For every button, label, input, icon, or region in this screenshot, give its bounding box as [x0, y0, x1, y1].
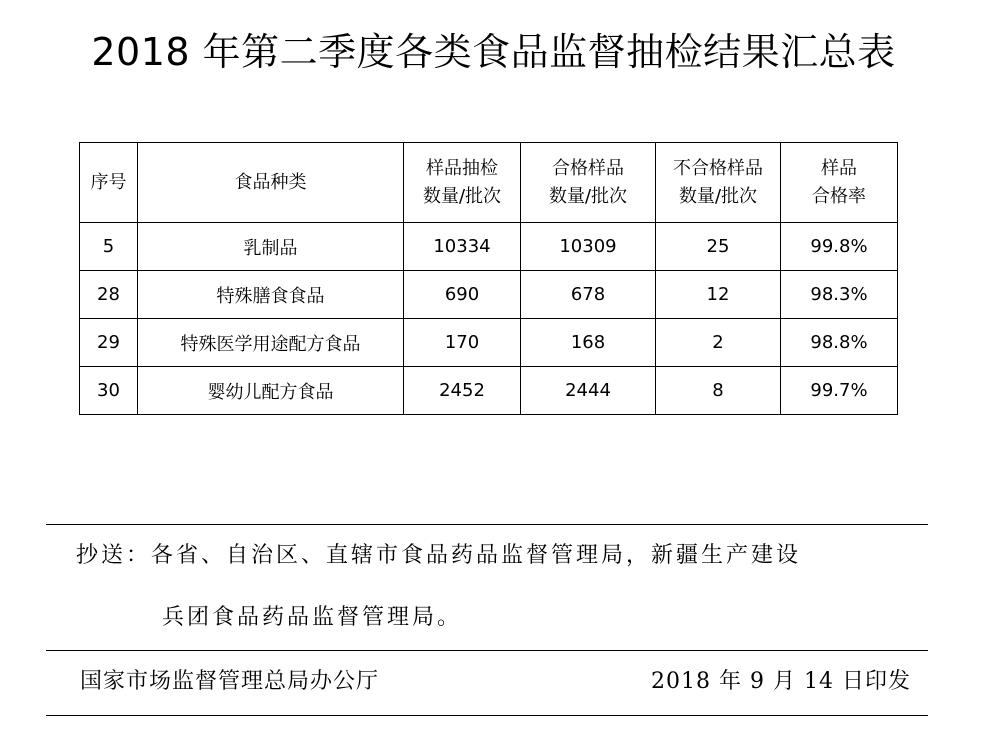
cell-passed-count: 168 [521, 319, 656, 367]
table-row [80, 223, 898, 271]
cell-passed-count: 2444 [521, 367, 656, 415]
cell-sampled-count: 2452 [404, 367, 521, 415]
cell-pass-rate: 98.8% [781, 319, 898, 367]
footer-bottom-rule [46, 715, 928, 716]
table-row [80, 271, 898, 319]
cell-serial-number: 5 [80, 223, 138, 271]
cell-failed-count: 12 [656, 271, 781, 319]
cc-recipients-line-1: 抄送：各省、自治区、直辖市食品药品监督管理局，新疆生产建设 [76, 543, 802, 568]
cell-food-category: 婴幼儿配方食品 [138, 367, 404, 415]
header-pass-rate: 样品 合格率 [781, 143, 898, 223]
cell-serial-number: 29 [80, 319, 138, 367]
table-row [80, 319, 898, 367]
issuing-office: 国家市场监督管理总局办公厅 [80, 669, 380, 694]
issue-date: 2018 年 9 月 14 日印发 [651, 669, 911, 694]
cell-serial-number: 30 [80, 367, 138, 415]
cell-failed-count: 8 [656, 367, 781, 415]
header-sampled-count: 样品抽检 数量/批次 [404, 143, 521, 223]
document-title: 2018 年第二季度各类食品监督抽检结果汇总表 [91, 30, 896, 74]
header-food-category: 食品种类 [138, 143, 404, 223]
cell-failed-count: 2 [656, 319, 781, 367]
cell-pass-rate: 98.3% [781, 271, 898, 319]
header-failed-count: 不合格样品 数量/批次 [656, 143, 781, 223]
cell-food-category: 特殊膳食食品 [138, 271, 404, 319]
cell-passed-count: 10309 [521, 223, 656, 271]
inspection-summary-table [79, 142, 898, 415]
cell-pass-rate: 99.8% [781, 223, 898, 271]
footer-top-rule [46, 650, 928, 651]
table-row [80, 367, 898, 415]
cell-sampled-count: 10334 [404, 223, 521, 271]
cell-sampled-count: 690 [404, 271, 521, 319]
table-header-row [80, 143, 898, 223]
cc-top-rule [46, 524, 928, 525]
cell-passed-count: 678 [521, 271, 656, 319]
header-serial-number: 序号 [80, 143, 138, 223]
cell-food-category: 特殊医学用途配方食品 [138, 319, 404, 367]
cell-serial-number: 28 [80, 271, 138, 319]
cell-failed-count: 25 [656, 223, 781, 271]
cell-sampled-count: 170 [404, 319, 521, 367]
cell-pass-rate: 99.7% [781, 367, 898, 415]
cell-food-category: 乳制品 [138, 223, 404, 271]
header-passed-count: 合格样品 数量/批次 [521, 143, 656, 223]
cc-recipients-line-2: 兵团食品药品监督管理局。 [162, 605, 463, 630]
